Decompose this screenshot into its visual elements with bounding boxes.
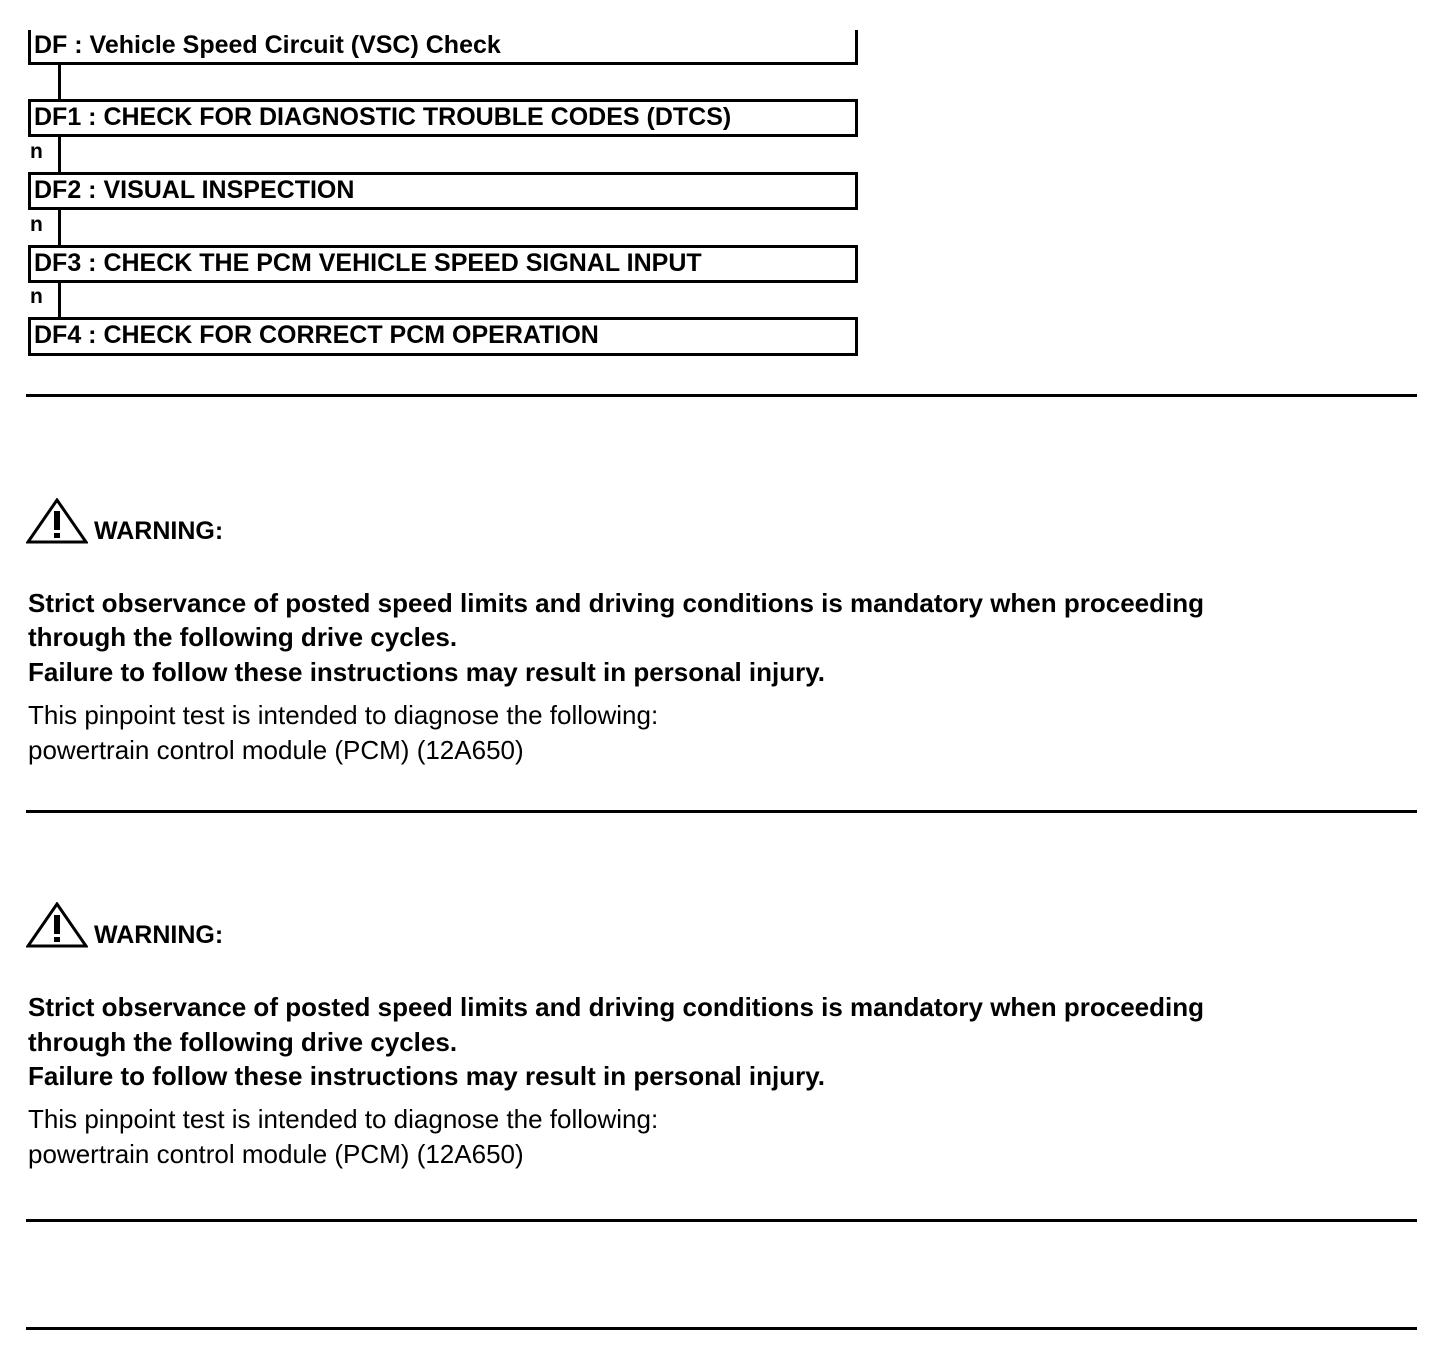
flowchart-title: DF : Vehicle Speed Circuit (VSC) Check <box>34 31 501 59</box>
warning-text-line: through the following drive cycles. <box>28 1027 458 1057</box>
step-label: DF2 : VISUAL INSPECTION <box>34 176 355 204</box>
warning-text-line: Failure to follow these instructions may result in personal injury. <box>28 1061 825 1091</box>
description-line: powertrain control module (PCM) (12A650) <box>28 1139 524 1169</box>
step-label: DF4 : CHECK FOR CORRECT PCM OPERATION <box>34 321 599 349</box>
step-box-df2[interactable] <box>28 172 858 210</box>
warning-triangle-icon <box>26 498 88 544</box>
step-label: DF3 : CHECK THE PCM VEHICLE SPEED SIGNAL INPUT <box>34 249 702 277</box>
warning-label: WARNING: <box>94 921 224 949</box>
step-label: DF1 : CHECK FOR DIAGNOSTIC TROUBLE CODES (DTCS) <box>34 103 732 131</box>
warning-triangle-icon <box>26 902 88 948</box>
connector-label: n <box>30 140 43 163</box>
divider <box>26 1327 1417 1330</box>
connector-label: n <box>30 213 43 236</box>
divider <box>26 810 1417 813</box>
connector-line <box>58 210 61 245</box>
warning-header <box>26 902 223 948</box>
warning-text-line: Strict observance of posted speed limits and driving conditions is mandatory when proceeding <box>28 588 1204 618</box>
step-box-df3[interactable] <box>28 245 858 283</box>
connector-line <box>58 283 61 318</box>
divider <box>26 1219 1417 1222</box>
warning-header <box>26 498 223 544</box>
divider <box>26 394 1417 397</box>
flowchart-title-box <box>28 30 858 65</box>
description-line: This pinpoint test is intended to diagnose the following: <box>28 700 659 730</box>
step-box-df1[interactable] <box>28 99 858 137</box>
connector-line <box>58 65 61 100</box>
warning-label: WARNING: <box>94 517 224 545</box>
warning-text-line: Strict observance of posted speed limits and driving conditions is mandatory when proceeding <box>28 992 1204 1022</box>
step-box-df4[interactable] <box>28 317 858 356</box>
description-line: This pinpoint test is intended to diagnose the following: <box>28 1104 659 1134</box>
connector-line <box>58 137 61 172</box>
description-line: powertrain control module (PCM) (12A650) <box>28 735 524 765</box>
warning-text-line: through the following drive cycles. <box>28 622 458 652</box>
connector-label: n <box>30 285 43 308</box>
warning-text-line: Failure to follow these instructions may result in personal injury. <box>28 657 825 687</box>
